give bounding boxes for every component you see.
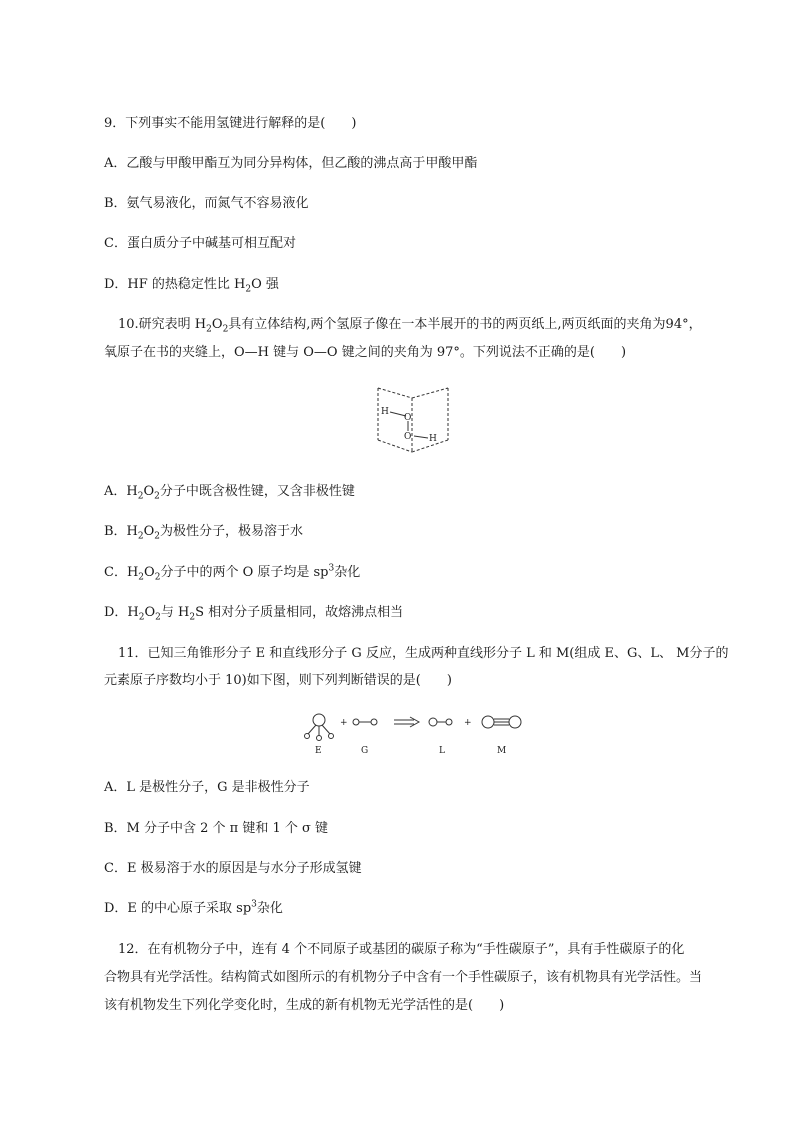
h-atom-top: H bbox=[381, 407, 389, 417]
o-atom-bottom: O bbox=[404, 432, 412, 442]
h2o2-structure-figure bbox=[370, 384, 456, 456]
q12-stem-line3: 该有机物发生下列化学变化时，生成的新有机物无光学活性的是( ) bbox=[104, 998, 505, 1013]
plus-sign-2: + bbox=[464, 718, 472, 728]
q11-option-c: C．E 极易溶于水的原因是与水分子形成氢键 bbox=[104, 861, 362, 876]
label-l: L bbox=[439, 746, 445, 756]
q10-stem-line2: 氧原子在书的夹缝上，O—H 键与 O—O 键之间的夹角为 97°。下列说法不正确的是( ) bbox=[104, 345, 627, 360]
q10-option-a: A．$H_2O_2$分子中既含极性键，又含非极性键 bbox=[104, 484, 355, 502]
q9-option-b: B．氨气易液化，而氮气不容易液化 bbox=[104, 196, 309, 211]
q10-option-b: B．$H_2O_2$为极性分子，极易溶于水 bbox=[104, 524, 304, 542]
q11-option-a: A．L 是极性分子，G 是非极性分子 bbox=[104, 780, 310, 795]
reaction-diagram bbox=[300, 708, 530, 758]
q9-option-d: D．HF 的热稳定性比 $H_2O$ 强 bbox=[104, 277, 279, 295]
q11-stem-line1: 11．已知三角锥形分子 E 和直线形分子 G 反应，生成两种直线形分子 L 和 M(组成 E、G、L、 M分子的 bbox=[118, 646, 729, 661]
q11-option-d: D．E 的中心原子采取 $sp^3$杂化 bbox=[104, 899, 283, 916]
plus-sign-1: + bbox=[340, 718, 348, 728]
q12-stem-line1: 12．在有机物分子中，连有 4 个不同原子或基团的碳原子称为“手性碳原子”，具有手性碳原子的化 bbox=[118, 942, 685, 957]
label-g: G bbox=[361, 746, 369, 756]
label-e: E bbox=[315, 746, 322, 756]
h-atom-bottom: H bbox=[429, 434, 437, 444]
o-atom-top: O bbox=[404, 413, 412, 423]
label-m: M bbox=[497, 746, 507, 756]
q9-option-a: A．乙酸与甲酸甲酯互为同分异构体，但乙酸的沸点高于甲酸甲酯 bbox=[104, 156, 478, 171]
q9-option-c: C．蛋白质分子中碱基可相互配对 bbox=[104, 236, 296, 251]
q10-option-d: D．$H_2O_2$与 $H_2S$ 相对分子质量相同，故熔沸点相当 bbox=[104, 605, 404, 623]
q11-stem-line2: 元素原子序数均小于 10)如下图，则下列判断错误的是( ) bbox=[104, 673, 452, 688]
q12-stem-line2: 合物具有光学活性。结构简式如图所示的有机物分子中含有一个手性碳原子，该有机物具有光学活性。当 bbox=[104, 970, 703, 985]
q10-option-c: C．$H_2O_2$分子中的两个 O 原子均是 $sp^3$杂化 bbox=[104, 563, 361, 583]
q11-option-b: B．M 分子中含 2 个 π 键和 1 个 σ 键 bbox=[104, 821, 329, 836]
q10-stem-line1: 10.研究表明 $H_2O_2$具有立体结构,两个氢原子像在一本半展开的书的两页纸上,两页纸面的夹角为94°， bbox=[118, 317, 702, 335]
q9-stem: 9．下列事实不能用氢键进行解释的是( ) bbox=[104, 116, 357, 131]
